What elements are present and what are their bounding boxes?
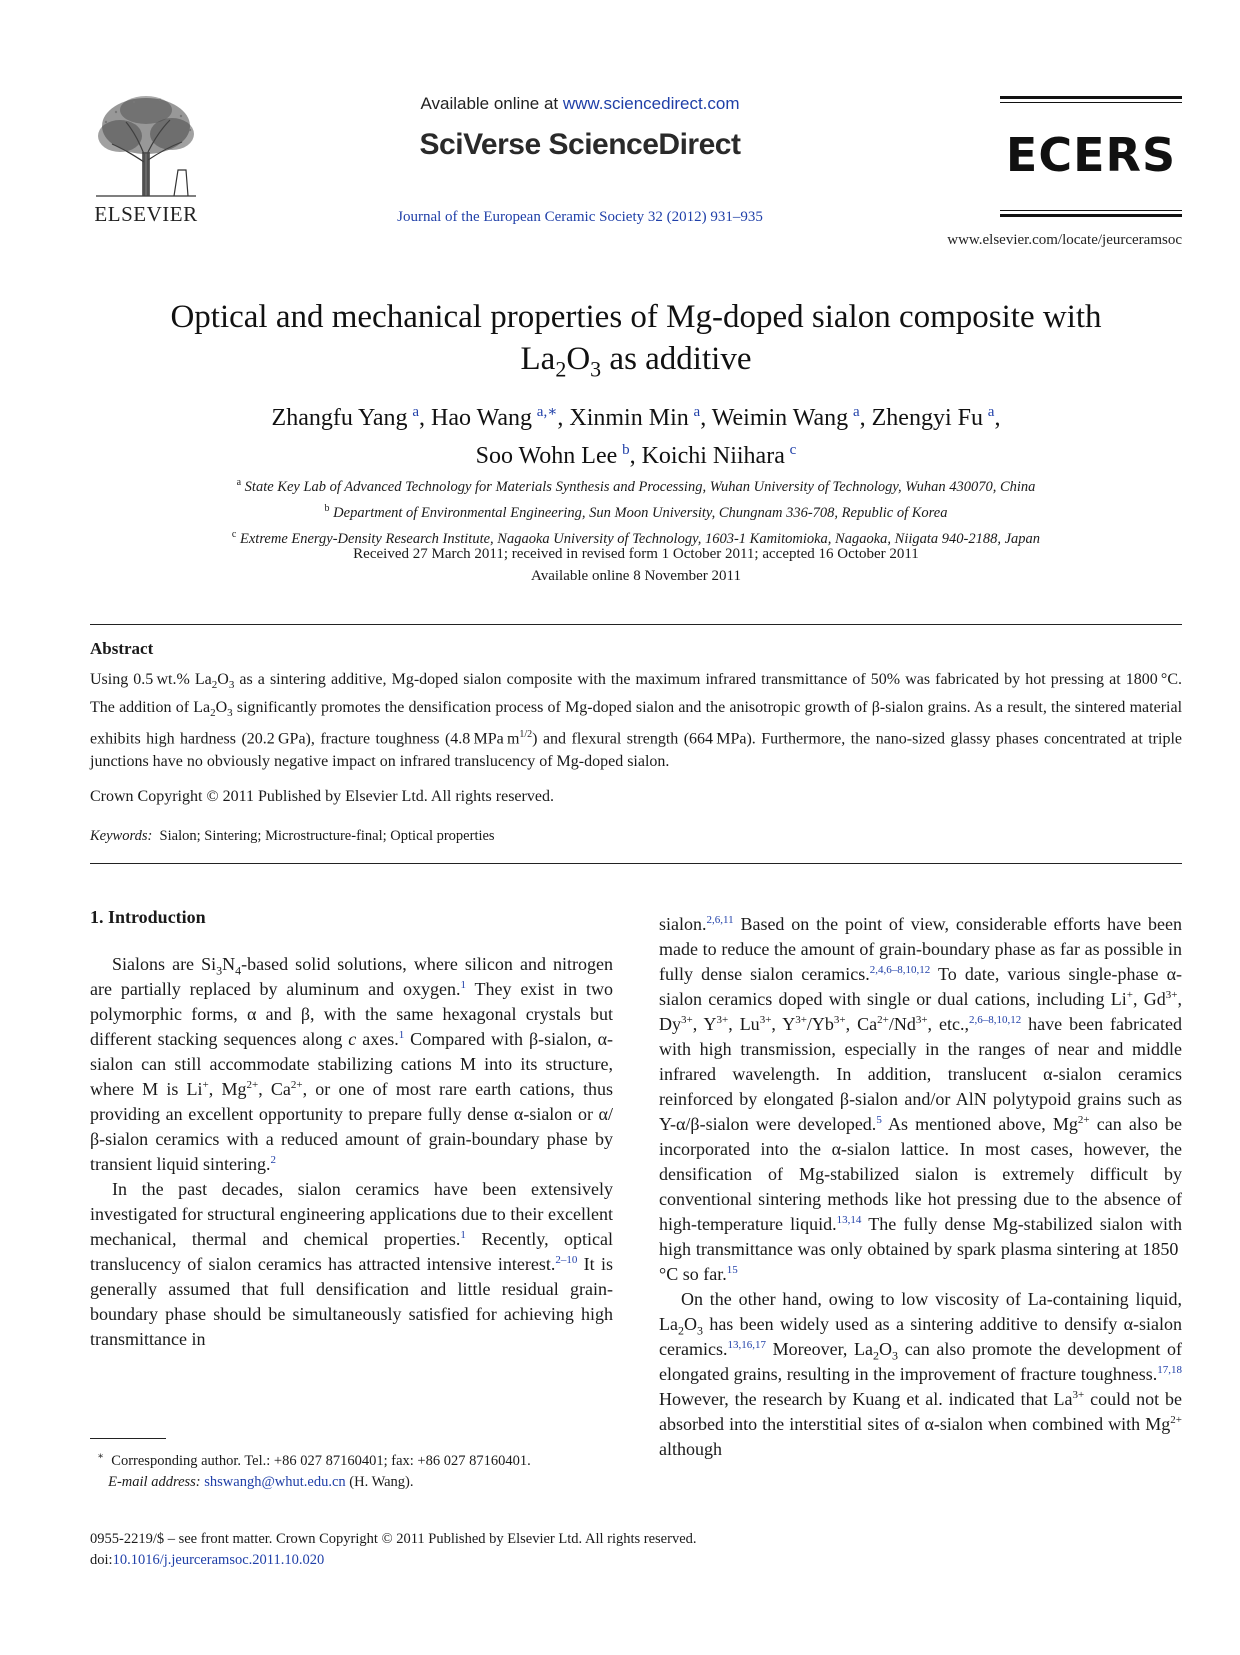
logo-rule-top — [1000, 96, 1182, 99]
abstract-heading: Abstract — [90, 639, 154, 658]
affiliation-b: $^b$ Department of Environmental Engineering, Sun Moon University, Chungnam 336-708, Republic of Korea — [324, 502, 948, 521]
title-line-2: $La_2O_3$ as additive — [520, 341, 752, 382]
logo-rule-bottom — [1000, 214, 1182, 217]
available-online-date: Available online 8 November 2011 — [531, 568, 741, 584]
available-prefix: Available online at — [420, 94, 563, 113]
section-heading-introduction: 1. Introduction — [90, 907, 206, 927]
keywords-line — [90, 828, 495, 845]
author[interactable]: Xinmin Min $^a$ — [569, 404, 701, 431]
publisher-name: ELSEVIER — [94, 202, 198, 226]
abstract-copyright: Crown Copyright © 2011 Published by Elsevier Ltd. All rights reserved. — [90, 788, 554, 805]
sciencedirect-link[interactable]: www.sciencedirect.com — [562, 94, 740, 113]
paragraph: In the past decades, sialon ceramics have been extensively investigated for structural engineering applications due to their excellent mechanical, thermal and chemical properties.$^1$ Recently, optical translucency of sialon ceramics has attracted intensive interest.$^{2-10}$ It is generally assumed that full densification and little residual grain-boundary phase should be simultaneously satisfied for achieving high transmittance in — [90, 1179, 613, 1349]
journal-homepage: www.elsevier.com/locate/jeurceramsoc — [947, 232, 1182, 248]
keywords-label: Keywords: — [90, 828, 153, 844]
doi-line: doi:10.1016/j.jeurceramsoc.2011.10.020 — [90, 1552, 325, 1568]
paragraph: Sialons are $Si_3N_4$-based solid solutions, where silicon and nitrogen are partially replaced by aluminum and oxygen.$^1$ They exist in two polymorphic forms, α and β, with the same hexagonal crystals but different stacking sequences along c axes.$^1$ Compared with β-sialon, α-sialon can still accommodate stabilizing cations M into its structure, where M is Li+, $Mg^{2+}$, $Ca^{2+}$, or one of most rare earth cations, thus providing an excellent opportunity to prepare fully dense α-sialon or α/β-sialon ceramics with a reduced amount of grain-boundary phase by transient liquid sintering.$^2$ — [90, 954, 614, 1174]
footnote-rule — [90, 1438, 166, 1439]
affiliations — [90, 472, 1182, 549]
society-logo — [1000, 96, 1182, 220]
tree-logo-icon — [86, 92, 206, 198]
paragraph: sialon.$^{2,6,11}$ Based on the point of view, considerable efforts have been made to reduce the amount of grain-boundary phase as far as possible in fully dense sialon ceramics.$^{2,4,6-8,10,12}$ To date, various single-phase α-sialon ceramics doped with single or dual cations, including Li+, $Gd^{3+}$, $Dy^{3+}$, $Y^{3+}$, $Lu^{3+}$, $Y^{3+}/Yb^{3+}$, $Ca^{2+}/Nd^{3+}$, etc.,$^{2,6-8,10,12}$ have been fabricated with high transmission, especially in the ranges of near and middle infrared wavelength. In addition, translucent α-sialon ceramics reinforced by elongated β-sialon and/or AlN polytypoid grains such as Y-α/β-sialon were developed.$^5$ As mentioned above, $Mg^{2+}$ can also be incorporated into the α-sialon lattice. In most cases, however, the densification of Mg-stabilized sialon is extremely difficult by conventional sintering methods like hot pressing due to the absence of high-temperature liquid.$^{13,14}$ The fully dense Mg-stabilized sialon with high transmittance was only obtained by spark plasma sintering at 1850 °C so far.$^{15}$ — [659, 914, 1183, 1284]
front-matter-footer — [90, 1529, 697, 1571]
journal-reference[interactable]: Journal of the European Ceramic Society 32 (2012) 931–935 — [397, 209, 763, 225]
author[interactable]: Zhengyi Fu $^a$ — [871, 404, 995, 431]
journal-reference-link[interactable] — [300, 209, 860, 226]
platform-name: SciVerse ScienceDirect — [419, 128, 741, 161]
article-title — [90, 296, 1182, 391]
received-line: Received 27 March 2011; received in revised form 1 October 2011; accepted 16 October 2011 — [353, 546, 919, 562]
author[interactable]: Weimin Wang $^a$ — [711, 404, 860, 431]
keywords-list: Sialon; Sintering; Microstructure-final; Optical properties — [159, 828, 495, 844]
author[interactable]: Hao Wang $^{a,∗}$ — [431, 404, 558, 431]
issn-line: 0955-2219/$ – see front matter. Crown Copyright © 2011 Published by Elsevier Ltd. All rights reserved. — [90, 1531, 697, 1547]
society-logo-text: ECERS — [1005, 128, 1177, 182]
corresponding-author-footnote: ∗ Corresponding author. Tel.: +86 027 87160401; fax: +86 027 87160401. E-mail address: shswangh@whut.edu.cn (H. Wang). — [97, 1451, 531, 1490]
abstract-text: Using 0.5 wt.% $La_2O_3$ as a sintering additive, Mg-doped sialon composite with the maximum infrared transmittance of 50% was fabricated by hot pressing at 1800 °C. The addition of $La_2O_3$ significantly promotes the densification process of Mg-doped sialon and the anisotropic growth of β-sialon grains. As a result, the sintered material exhibits high hardness (20.2 GPa), fracture toughness (4.8 MPa $m^{1/2}$) and flexural strength (664 MPa). Furthermore, the nano-sized glassy phases concentrated at triple junctions have no obviously negative impact on infrared translucency of Mg-doped sialon. — [90, 671, 1183, 771]
email-label: E-mail address: — [108, 1473, 201, 1490]
email-link[interactable]: shswangh@whut.edu.cn — [204, 1473, 346, 1490]
article-dates — [90, 543, 1182, 587]
author[interactable]: Koichi Niihara $^c$ — [641, 442, 797, 469]
divider — [90, 863, 1182, 864]
body-column-right — [659, 912, 1182, 1462]
divider — [90, 624, 1182, 625]
paragraph: On the other hand, owing to low viscosity of La-containing liquid, $La_2O_3$ has been widely used as a sintering additive to densify α-sialon ceramics.$^{13,16,17}$ Moreover, $La_2O_3$ can also promote the development of elongated grains, resulting in the improvement of fracture toughness.$^{17,18}$ However, the research by Kuang et al. indicated that $La^{3+}$ could not be absorbed into the interstitial sites of α-sialon when combined with $Mg^{2+}$ although — [659, 1289, 1182, 1459]
doi-link[interactable]: 10.1016/j.jeurceramsoc.2011.10.020 — [112, 1552, 325, 1568]
author[interactable]: Soo Wohn Lee $^b$ — [475, 442, 630, 469]
affiliation-c: $^c$ Extreme Energy-Density Research Institute, Nagaoka University of Technology, 1603-1 Kamitomioka, Nagaoka, Niigata 940-2188, Japan — [231, 528, 1041, 547]
author-list: Zhangfu Yang $^a$, Hao Wang $^{a,∗}$, Xinmin Min $^a$, Weimin Wang $^a$, Zhengyi Fu $^a$, Soo Wohn Lee $^b$, Koichi Niihara $^c$ — [271, 404, 1001, 469]
title-line-1: Optical and mechanical properties of Mg-doped sialon composite with — [170, 299, 1102, 335]
corresponding-author: Corresponding author. Tel.: +86 027 87160401; fax: +86 027 87160401. — [111, 1452, 531, 1469]
logo-rule-top-thin — [1000, 102, 1182, 103]
logo-rule-bottom-thin — [1000, 210, 1182, 211]
affiliation-a: $^a$ State Key Lab of Advanced Technology for Materials Synthesis and Processing, Wuhan University of Technology, Wuhan 430070, China — [236, 477, 1036, 495]
available-online-line — [300, 94, 860, 114]
body-column-left — [90, 952, 613, 1352]
author[interactable]: Zhangfu Yang $^a$ — [271, 404, 420, 431]
elsevier-logo — [86, 92, 206, 224]
